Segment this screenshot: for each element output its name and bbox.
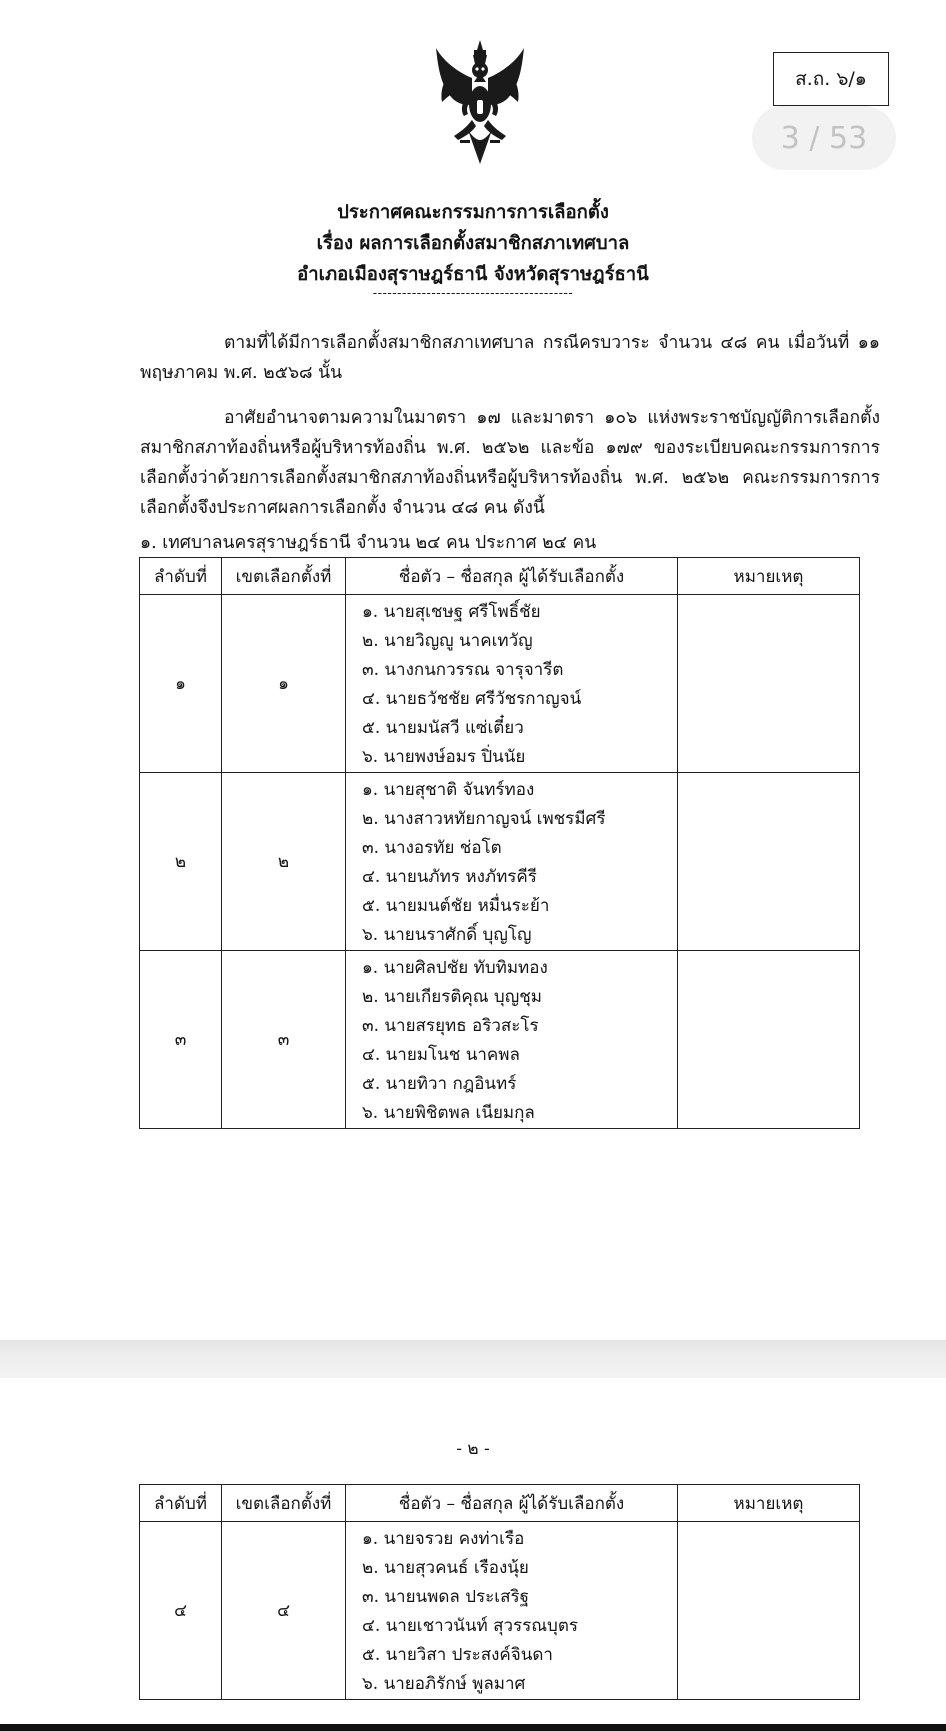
table-row [140, 951, 860, 1129]
winner-name: ๖. นายพิชิตพล เนียมกุล [362, 1103, 535, 1123]
winner-name: ๔. นายนภัทร หงภัทรคีรี [362, 867, 537, 887]
page-indicator: 3 / 53 [752, 106, 896, 170]
table-row [140, 773, 860, 951]
cell-district: ๔ [222, 1522, 346, 1700]
cell-order: ๒ [140, 773, 222, 951]
header-district: เขตเลือกตั้งที่ [222, 558, 346, 595]
winner-name: ๖. นายพงษ์อมร ปิ่นนัย [362, 747, 526, 767]
section-heading-municipality: ๑. เทศบาลนครสุราษฎร์ธานี จำนวน ๒๔ คน ประกาศ ๒๔ คน [140, 533, 597, 553]
winner-name: ๒. นายวิญญู นาคเทวัญ [362, 631, 533, 651]
header-district: เขตเลือกตั้งที่ [222, 1485, 346, 1522]
cell-remark [678, 951, 860, 1129]
announcement-location: อำเภอเมืองสุราษฎร์ธานี จังหวัดสุราษฎร์ธานี [297, 264, 649, 285]
cell-order: ๓ [140, 951, 222, 1129]
header-remark: หมายเหตุ [678, 1485, 860, 1522]
header-remark: หมายเหตุ [678, 558, 860, 595]
winner-name: ๑. นายสุเชษฐ ศรีโพธิ์ชัย [362, 602, 541, 622]
winner-name: ๓. นายนพดล ประเสริฐ [362, 1587, 529, 1607]
winner-name: ๖. นายนราศักดิ์ บุญโญ [362, 925, 532, 945]
winner-name: ๒. นายเกียรติคุณ บุญชุม [362, 987, 542, 1007]
winner-name: ๔. นายเชาวนันท์ สุวรรณบุตร [362, 1616, 579, 1636]
document-page-2 [0, 1378, 946, 1731]
cell-names [346, 1522, 678, 1700]
winner-name: ๖. นายอภิรักษ์ พูลมาศ [362, 1674, 526, 1694]
cell-remark [678, 773, 860, 951]
winner-name: ๔. นายธวัชชัย ศรีวัชรกาญจน์ [362, 689, 582, 709]
header-name: ชื่อตัว – ชื่อสกุล ผู้ได้รับเลือกตั้ง [346, 558, 678, 595]
winner-name: ๕. นายทิวา กฎอินทร์ [362, 1074, 517, 1094]
winner-name: ๒. นางสาวหทัยกาญจน์ เพชรมีศรี [362, 809, 606, 829]
winner-name: ๒. นายสุวคนธ์ เรืองนุ้ย [362, 1558, 529, 1578]
winner-name: ๓. นายสรยุทธ อริวสะโร [362, 1016, 539, 1036]
cell-names [346, 595, 678, 773]
paragraph-legal-basis: อาศัยอำนาจตามความในมาตรา ๑๗ และมาตรา ๑๐๖ แห่งพระราชบัญญัติการเลือกตั้งสมาชิกสภาท้องถิ่นหรือผู้บริหารท้องถิ่น พ.ศ. ๒๕๖๒ และข้อ ๑๗๙ ของระเบียบคณะกรรมการการเลือกตั้งว่าด้วยการเลือกตั้งสมาชิกสภาท้องถิ่นหรือผู้บริหารท้องถิ่น พ.ศ. ๒๕๖๒ คณะกรรมการการเลือกตั้งจึงประกาศผลการเลือกตั้ง จำนวน ๔๘ คน ดังนี้ [140, 408, 880, 518]
announcement-title: ประกาศคณะกรรมการการเลือกตั้ง [337, 202, 609, 223]
winner-name: ๕. นายวิสา ประสงค์จินดา [362, 1645, 553, 1665]
table-row [140, 595, 860, 773]
cell-order: ๑ [140, 595, 222, 773]
table-header-row [140, 558, 860, 595]
garuda-emblem-icon [430, 40, 530, 168]
cell-remark [678, 1522, 860, 1700]
cell-district: ๑ [222, 595, 346, 773]
cell-names [346, 773, 678, 951]
cell-order: ๔ [140, 1522, 222, 1700]
bottom-edge-bar [0, 1724, 946, 1731]
cell-names [346, 951, 678, 1129]
announcement-subject: เรื่อง ผลการเลือกตั้งสมาชิกสภาเทศบาล [316, 233, 630, 254]
winner-name: ๓. นางอรทัย ช่อโต [362, 838, 502, 858]
header-order: ลำดับที่ [140, 1485, 222, 1522]
winner-name: ๔. นายมโนช นาคพล [362, 1045, 520, 1065]
header-divider: ----------------------------------------- [372, 286, 574, 301]
cell-district: ๒ [222, 773, 346, 951]
cell-district: ๓ [222, 951, 346, 1129]
results-table-2 [139, 1484, 860, 1700]
header-order: ลำดับที่ [140, 558, 222, 595]
winner-name: ๑. นายจรวย คงท่าเรือ [362, 1529, 525, 1549]
paragraph-election-info: ตามที่ได้มีการเลือกตั้งสมาชิกสภาเทศบาล กรณีครบวาระ จำนวน ๔๘ คน เมื่อวันที่ ๑๑ พฤษภาคม พ.ศ. ๒๕๖๘ นั้น [140, 333, 880, 383]
winner-name: ๕. นายมนัสวี แซ่เตี๋ยว [362, 718, 524, 738]
winner-name: ๑. นายสุชาติ จันทร์ทอง [362, 780, 535, 800]
winner-name: ๓. นางกนกวรรณ จารุจารีต [362, 660, 564, 680]
winner-name: ๕. นายมนต์ชัย หมื่นระย้า [362, 896, 550, 916]
page-number: - ๒ - [456, 1439, 490, 1459]
form-code-box: ส.ถ. ๖/๑ [773, 52, 889, 106]
winner-name: ๑. นายศิลปชัย ทับทิมทอง [362, 958, 548, 978]
page-separator [0, 1340, 946, 1378]
table-header-row [140, 1485, 860, 1522]
header-name: ชื่อตัว – ชื่อสกุล ผู้ได้รับเลือกตั้ง [346, 1485, 678, 1522]
cell-remark [678, 595, 860, 773]
results-table-1 [139, 557, 860, 1129]
table-row [140, 1522, 860, 1700]
